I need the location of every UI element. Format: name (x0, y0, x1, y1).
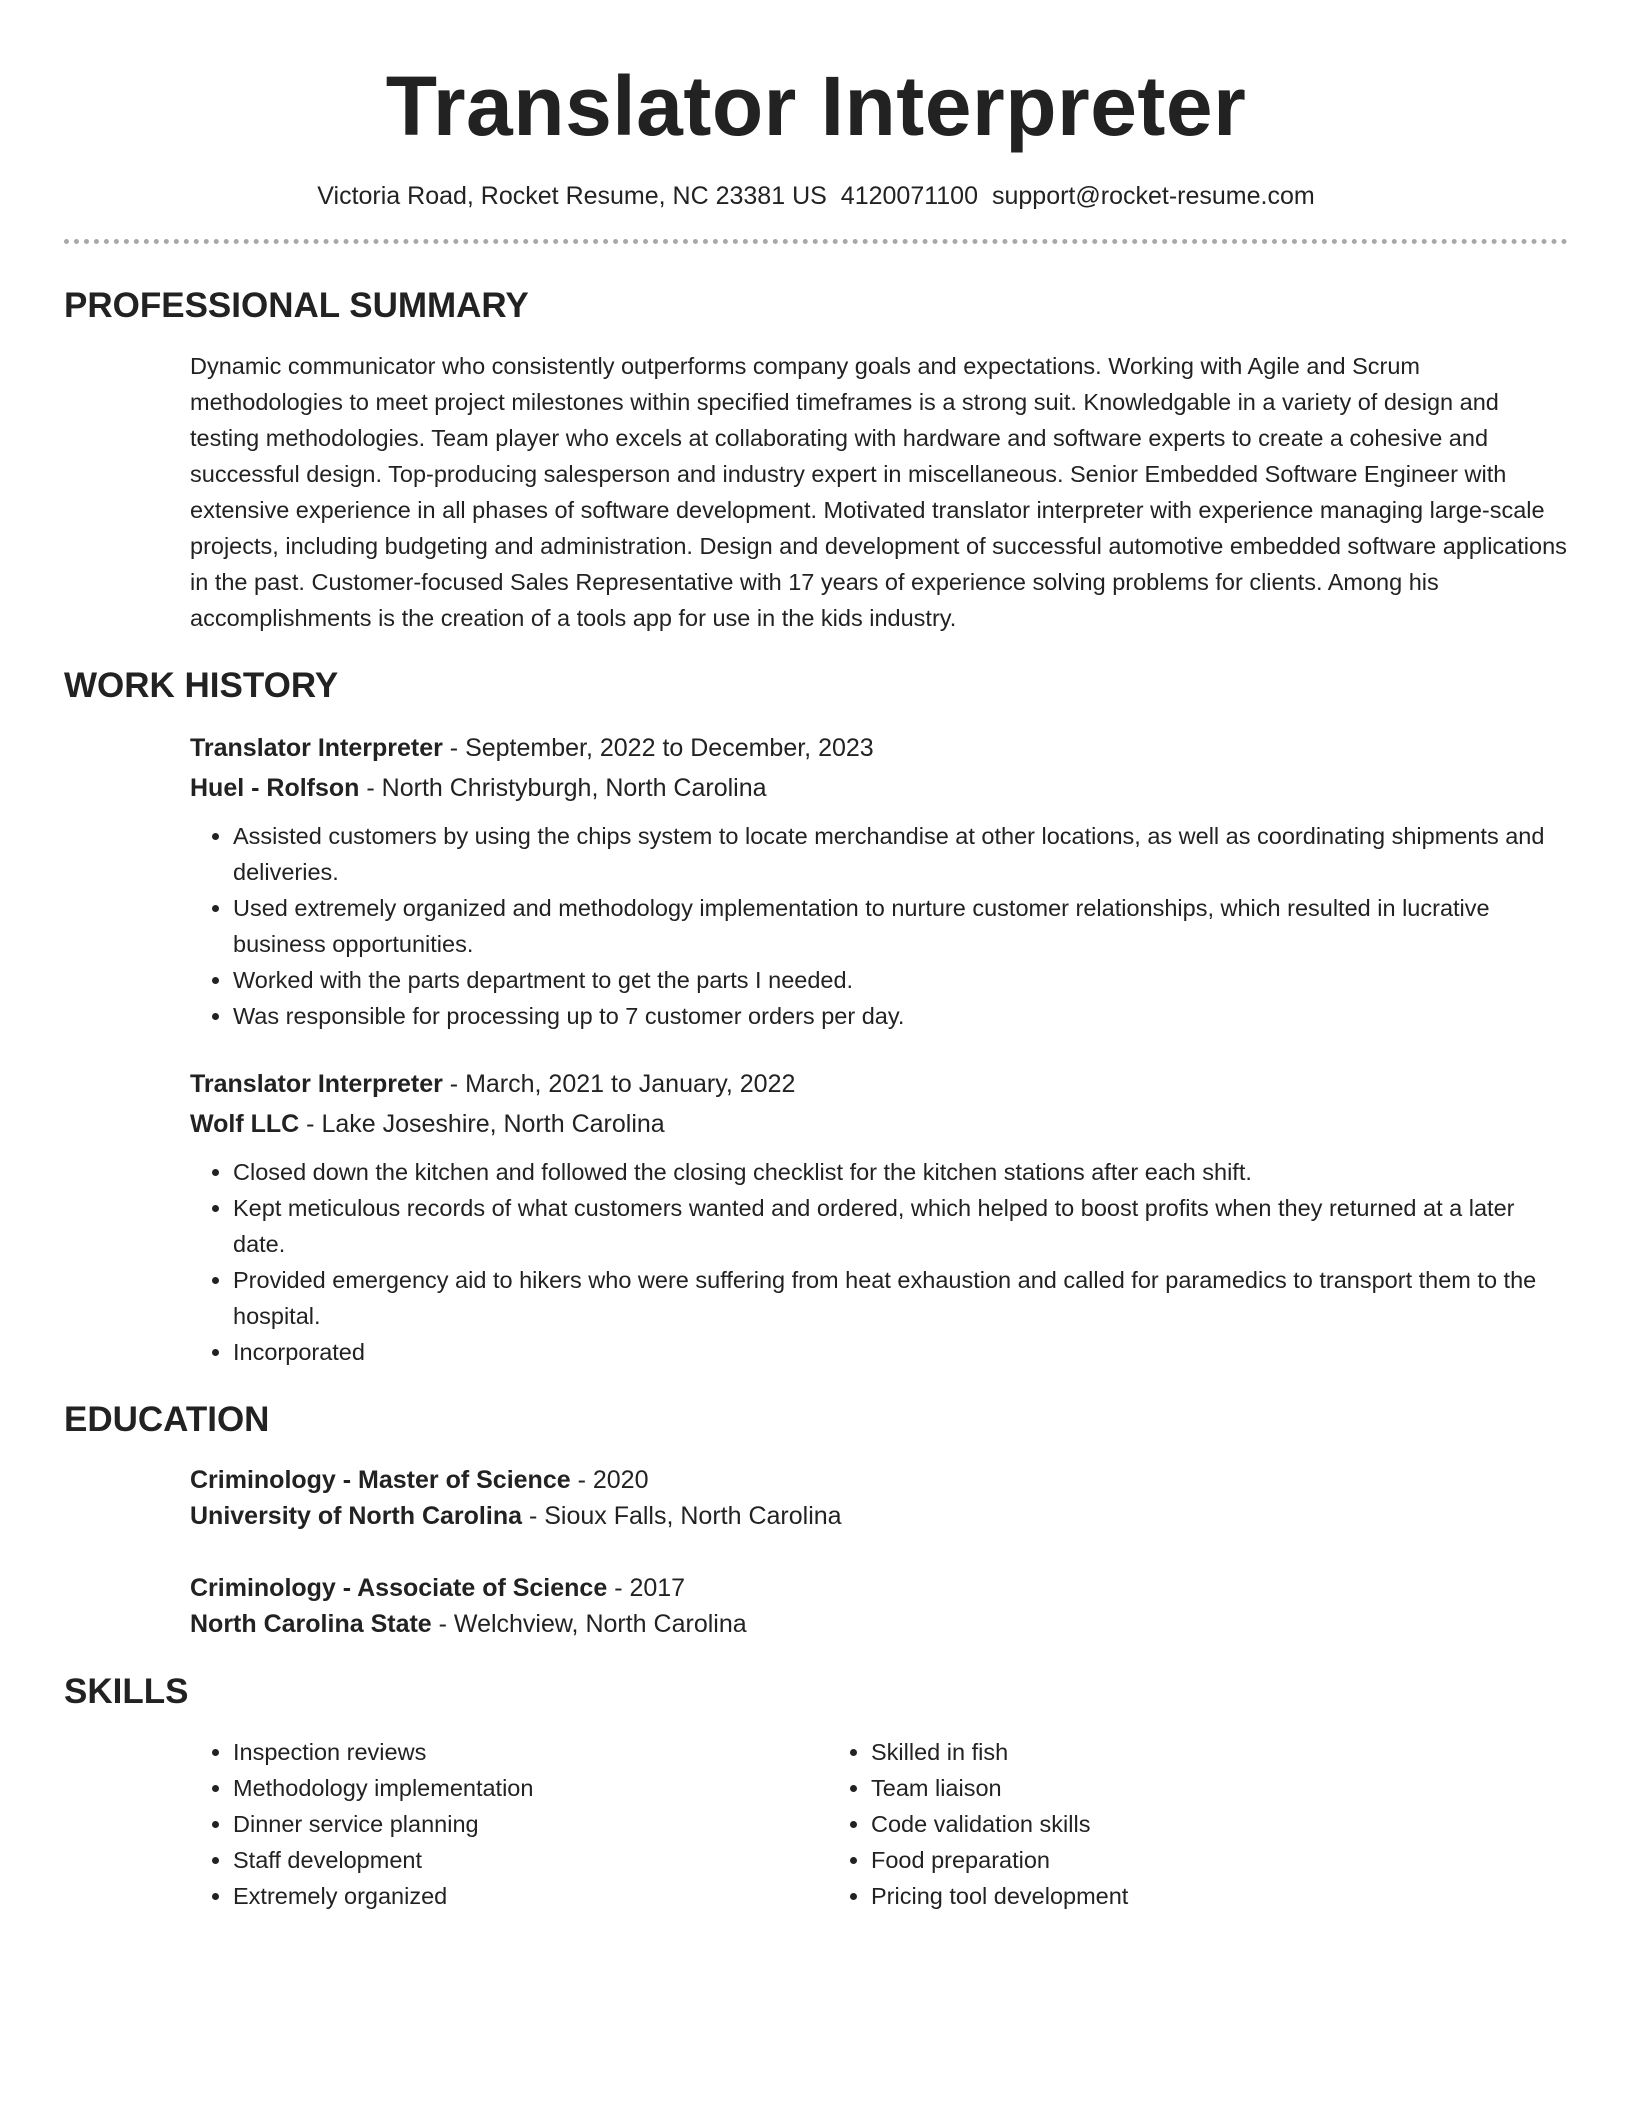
job-company-line (190, 1104, 1568, 1144)
job-company: Wolf LLC (190, 1110, 300, 1138)
list-item: • Worked with the parts department to get the parts I needed. (233, 962, 1568, 998)
school: North Carolina State (190, 1610, 432, 1638)
education-entry (190, 1570, 1568, 1642)
degree: Criminology - Associate of Science (190, 1574, 608, 1602)
list-item: • Pricing tool development (871, 1878, 1466, 1914)
job-location: - North Christyburgh, North Carolina (359, 774, 767, 802)
list-item: • Dinner service planning (233, 1806, 828, 1842)
job-dates: - September, 2022 to December, 2023 (442, 734, 874, 762)
contact-email: support@rocket-resume.com (991, 182, 1315, 210)
job-role-line (190, 728, 1568, 768)
list-item: • Methodology implementation (233, 1770, 828, 1806)
school-location: - Sioux Falls, North Carolina (522, 1502, 842, 1530)
school-line (190, 1606, 1568, 1642)
skills-title: SKILLS (64, 1672, 189, 1711)
list-item: • Team liaison (871, 1770, 1466, 1806)
list-item: • Assisted customers by using the chips system to locate merchandise at other locations, as well as coordinating shipments and deliveries. (233, 818, 1568, 890)
list-item: • Used extremely organized and methodology implementation to nurture customer relationships, which resulted in lucrative business opportunities. (233, 890, 1568, 962)
summary-text: Dynamic communicator who consistently outperforms company goals and expectations. Working with Agile and Scrum methodologies to meet project milestones within specified timeframes is a strong suit. Knowledgable in a variety of design and testing methodologies. Team player who excels at collaborating with hardware and software experts to create a cohesive and successful design. Top-producing salesperson and industry expert in miscellaneous. Senior Embedded Software Engineer with extensive experience in all phases of software development. Motivated translator interpreter with experience managing large-scale projects, including budgeting and administration. Design and development of successful automotive embedded software applications in the past. Customer-focused Sales Representative with 17 years of experience solving problems for clients. Among his accomplishments is the creation of a tools app for use in the kids industry. (190, 353, 1567, 631)
summary-title: PROFESSIONAL SUMMARY (64, 286, 529, 325)
job-role-line (190, 1064, 1568, 1104)
skills-section (64, 1670, 1568, 1914)
job-dates: - March, 2021 to January, 2022 (442, 1070, 796, 1098)
list-item: • Kept meticulous records of what customers wanted and ordered, which helped to boost profits when they returned at a later date. (233, 1190, 1568, 1262)
job-bullets (190, 818, 1568, 1034)
degree-line (190, 1570, 1568, 1606)
skills-grid (190, 1734, 1568, 1914)
job-company-line (190, 768, 1568, 808)
degree-year: - 2017 (607, 1574, 686, 1602)
school-line (190, 1498, 1568, 1534)
skills-list-left (190, 1734, 828, 1914)
list-item: • Closed down the kitchen and followed the closing checklist for the kitchen stations after each shift. (233, 1154, 1568, 1190)
list-item: • Food preparation (871, 1842, 1466, 1878)
list-item: • Staff development (233, 1842, 828, 1878)
job-role: Translator Interpreter (190, 734, 443, 762)
work-section (64, 664, 1568, 1370)
job-company: Huel - Rolfson (190, 774, 360, 802)
school-location: - Welchview, North Carolina (431, 1610, 747, 1638)
degree-year: - 2020 (570, 1466, 649, 1494)
list-item: • Was responsible for processing up to 7 customer orders per day. (233, 998, 1568, 1034)
job-entry (190, 728, 1568, 1034)
list-item: • Code validation skills (871, 1806, 1466, 1842)
header-divider (64, 239, 1568, 244)
education-entry (190, 1462, 1568, 1534)
work-title: WORK HISTORY (64, 666, 339, 705)
list-item: • Incorporated (233, 1334, 1568, 1370)
school: University of North Carolina (190, 1502, 522, 1530)
summary-section (64, 284, 1568, 636)
job-bullets (190, 1154, 1568, 1370)
job-location: - Lake Joseshire, North Carolina (299, 1110, 665, 1138)
contact-line (64, 180, 1568, 212)
degree-line (190, 1462, 1568, 1498)
list-item: • Inspection reviews (233, 1734, 828, 1770)
job-role: Translator Interpreter (190, 1070, 443, 1098)
candidate-name: Translator Interpreter (385, 59, 1247, 153)
degree: Criminology - Master of Science (190, 1466, 571, 1494)
list-item: • Extremely organized (233, 1878, 828, 1914)
list-item: • Skilled in fish (871, 1734, 1466, 1770)
contact-address: Victoria Road, Rocket Resume, NC 23381 US (317, 182, 827, 210)
skills-list-right (828, 1734, 1466, 1914)
job-entry (190, 1064, 1568, 1370)
list-item: • Provided emergency aid to hikers who were suffering from heat exhaustion and called for paramedics to transport them to the hospital. (233, 1262, 1568, 1334)
contact-phone: 4120071100 (840, 182, 978, 210)
education-section (64, 1398, 1568, 1642)
education-title: EDUCATION (64, 1400, 270, 1439)
